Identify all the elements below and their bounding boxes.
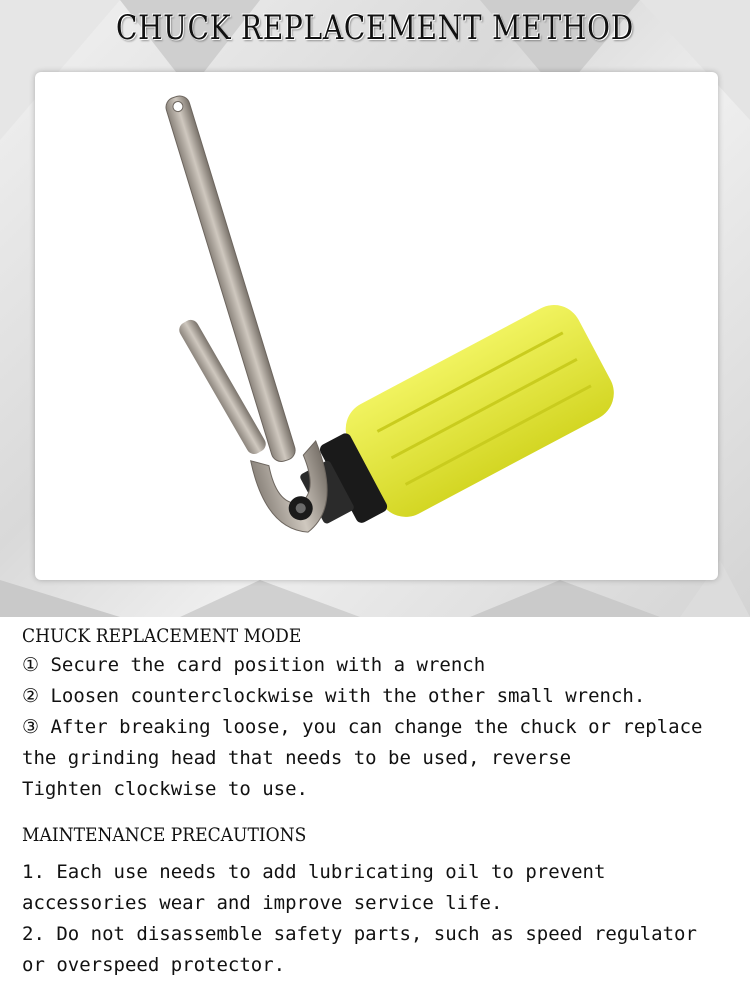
replacement-line: Tighten clockwise to use. [22,778,308,800]
wrench-grinder-illustration [35,72,718,580]
replacement-line: the grinding head that needs to be used, reverse [22,747,572,769]
product-photo [35,72,718,580]
page-title: CHUCK REPLACEMENT METHOD [115,8,635,48]
replacement-line: ① Secure the card position with a wrench [22,654,486,676]
replacement-line: ② Loosen counterclockwise with the other small wrench. [22,685,646,707]
section-gap [22,805,732,821]
maintenance-line: 1. Each use needs to add lubricating oil to prevent [22,861,606,883]
maintenance-heading: MAINTENANCE PRECAUTIONS [22,824,307,846]
replacement-line: ③ After breaking loose, you can change the chuck or replace [22,716,703,738]
maintenance-line: 2. Do not disassemble safety parts, such as speed regulator [22,923,697,945]
heading-gap [22,849,732,857]
maintenance-line: or overspeed protector. [22,954,286,976]
replacement-heading: CHUCK REPLACEMENT MODE [22,625,302,647]
maintenance-line: accessories wear and improve service life. [22,892,503,914]
instructions [22,622,732,981]
